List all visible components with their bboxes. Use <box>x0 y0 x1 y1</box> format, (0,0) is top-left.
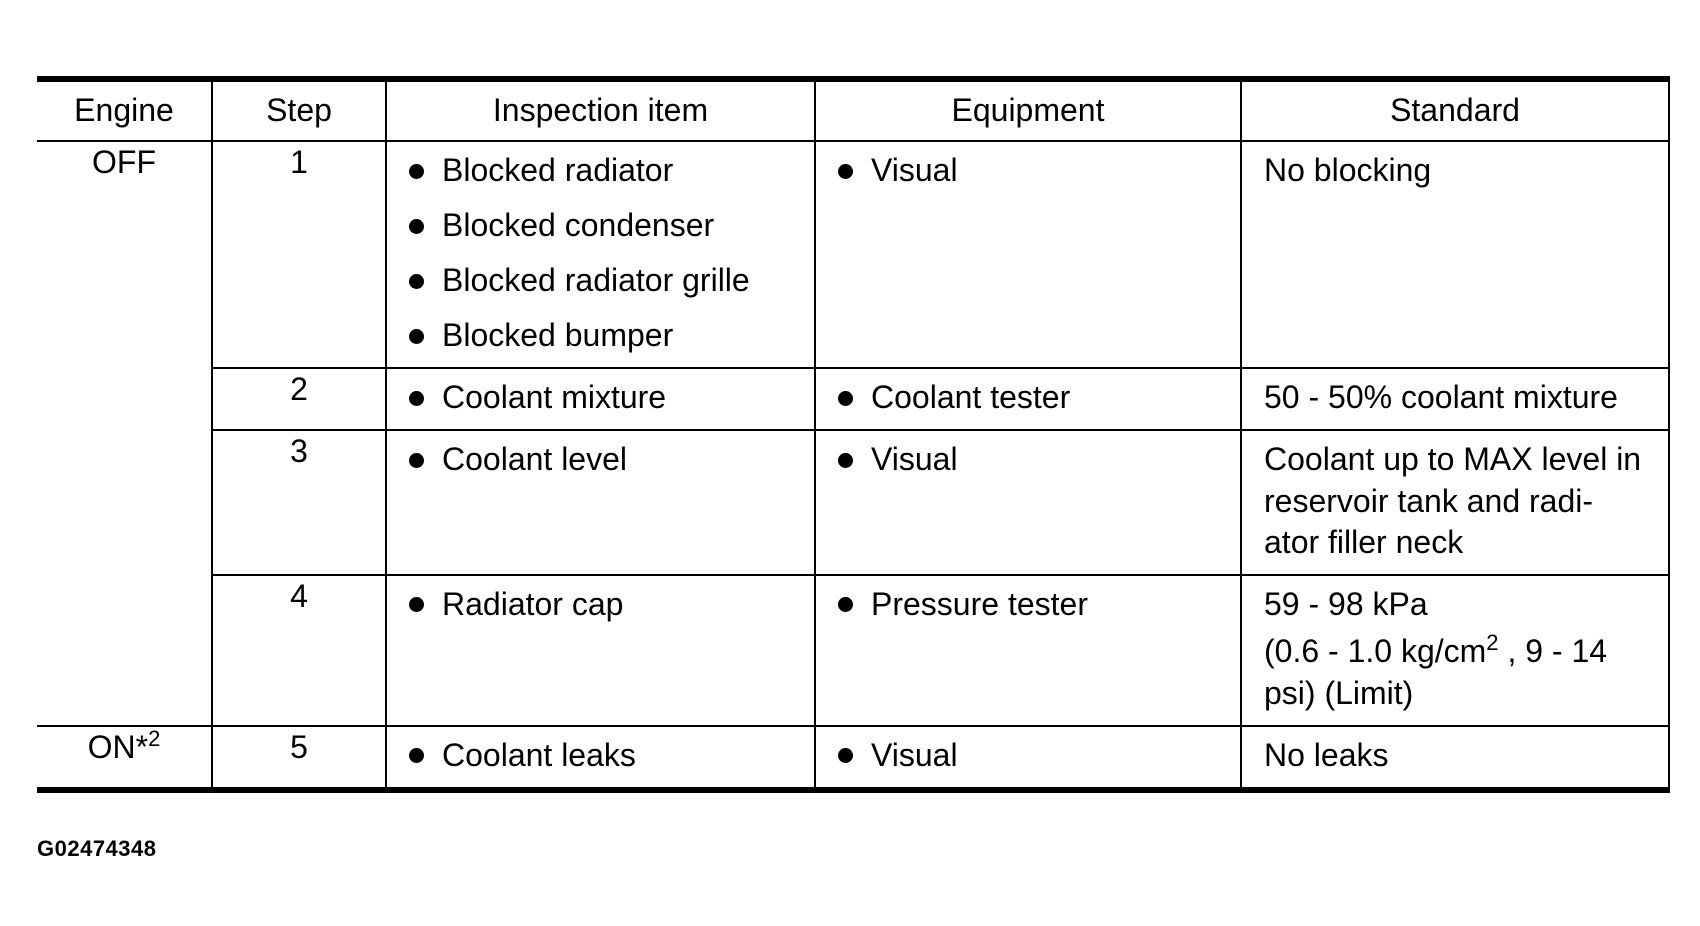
step-cell: 1 <box>212 141 386 368</box>
list-item <box>838 150 1240 192</box>
standard-cell <box>1241 726 1669 790</box>
equipment-cell <box>815 141 1241 368</box>
list-item <box>838 377 1240 419</box>
step-cell: 3 <box>212 430 386 575</box>
list-item <box>409 205 814 247</box>
footnote-marker: 2 <box>148 725 161 751</box>
engine-on-cell <box>37 726 212 790</box>
standard-text: No leaks <box>1264 736 1389 773</box>
bullet-icon <box>409 748 424 763</box>
item-text: Coolant level <box>442 441 627 478</box>
list-item <box>409 315 814 357</box>
list-item <box>409 584 814 626</box>
bullet-icon <box>838 164 853 179</box>
inspection-table <box>37 76 1670 793</box>
list-item <box>409 377 814 419</box>
standard-pressure-conversion: (0.6 - 1.0 $kg/cm^2$ , 9 - 14 psi) (Limit) <box>1264 630 1608 711</box>
list-item <box>838 735 1240 777</box>
header-engine: Engine <box>37 79 212 141</box>
engine-state-off: OFF <box>92 144 156 180</box>
equipment-text: Visual <box>871 152 958 189</box>
inspection-item-cell <box>386 575 815 726</box>
bullet-icon <box>838 453 853 468</box>
bullet-icon <box>838 748 853 763</box>
table-row <box>37 368 1669 430</box>
bullet-icon <box>409 597 424 612</box>
header-step: Step <box>212 79 386 141</box>
standard-text: No blocking <box>1264 152 1432 188</box>
inspection-item-cell <box>386 430 815 575</box>
engine-off-cell <box>37 141 212 726</box>
standard-cell <box>1241 430 1669 575</box>
table-row <box>37 430 1669 575</box>
equipment-text: Pressure tester <box>871 585 1088 622</box>
equipment-text: Coolant tester <box>871 379 1071 416</box>
equipment-cell <box>815 430 1241 575</box>
list-item <box>409 150 814 192</box>
equipment-cell <box>815 575 1241 726</box>
inspection-item-cell <box>386 368 815 430</box>
equipment-text: Visual <box>871 441 958 478</box>
inspection-item-cell <box>386 141 815 368</box>
standard-cell <box>1241 368 1669 430</box>
table-row <box>37 575 1669 726</box>
header-row <box>37 79 1669 141</box>
step-cell: 2 <box>212 368 386 430</box>
figure-id: G02474348 <box>37 836 157 861</box>
standard-pressure: 59 - 98 kPa <box>1264 585 1428 622</box>
equipment-cell <box>815 368 1241 430</box>
engine-state-on: ON* <box>87 728 149 765</box>
list-item <box>409 260 814 302</box>
item-text: Blocked radiator grille <box>442 262 750 299</box>
step-cell: 5 <box>212 726 386 790</box>
item-text: Blocked condenser <box>442 207 715 244</box>
item-text: Coolant mixture <box>442 379 667 416</box>
equipment-cell <box>815 726 1241 790</box>
table-row <box>37 141 1669 368</box>
equipment-text: Visual <box>871 736 958 773</box>
item-text: Coolant leaks <box>442 736 636 773</box>
list-item <box>838 439 1240 481</box>
bullet-icon <box>409 219 424 234</box>
bullet-icon <box>838 391 853 406</box>
header-inspection-item: Inspection item <box>386 79 815 141</box>
table-row <box>37 726 1669 790</box>
list-item <box>409 735 814 777</box>
bullet-icon <box>409 164 424 179</box>
standard-cell <box>1241 575 1669 726</box>
item-text: Blocked radiator <box>442 152 674 189</box>
bullet-icon <box>409 391 424 406</box>
item-text: Radiator cap <box>442 585 624 622</box>
bullet-icon <box>409 329 424 344</box>
bullet-icon <box>838 597 853 612</box>
standard-text: 50 - 50% coolant mixture <box>1264 379 1618 415</box>
header-standard: Standard <box>1241 79 1669 141</box>
inspection-item-cell <box>386 726 815 790</box>
header-equipment: Equipment <box>815 79 1241 141</box>
list-item <box>838 584 1240 626</box>
step-cell: 4 <box>212 575 386 726</box>
item-text: Blocked bumper <box>442 317 674 354</box>
list-item <box>409 439 814 481</box>
bullet-icon <box>409 453 424 468</box>
bullet-icon <box>409 274 424 289</box>
standard-cell <box>1241 141 1669 368</box>
standard-text: Coolant up to MAX level in reservoir tank and radi- ator filler neck <box>1264 441 1642 561</box>
